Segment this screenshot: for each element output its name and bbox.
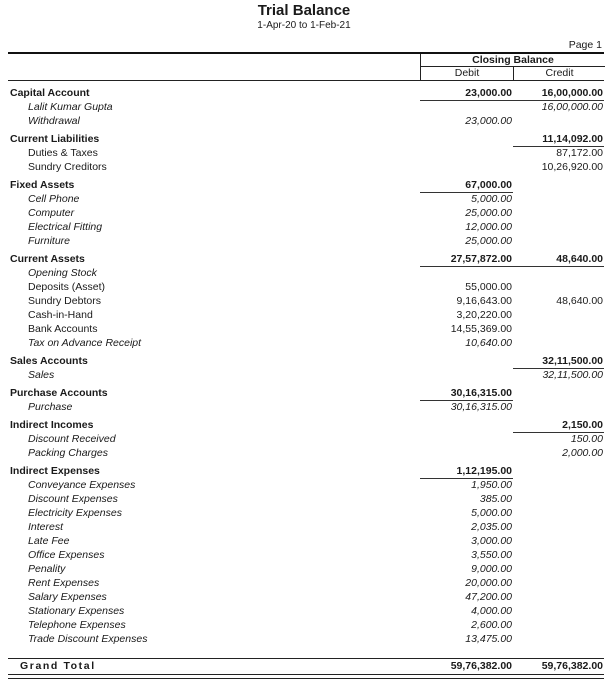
group-header-row[interactable]	[0, 418, 608, 432]
account-group	[0, 464, 608, 646]
ledger-name: Electrical Fitting	[28, 221, 103, 233]
ledger-debit: 9,000.00	[471, 563, 512, 575]
account-group	[0, 252, 608, 350]
ledger-debit: 12,000.00	[465, 221, 512, 233]
ledger-name: Tax on Advance Receipt	[28, 337, 142, 349]
trial-balance-body	[0, 86, 608, 650]
ledger-name: Sales	[28, 369, 55, 381]
ledger-debit: 3,000.00	[471, 535, 512, 547]
group-header-row[interactable]	[0, 252, 608, 266]
ledger-row[interactable]	[0, 294, 608, 308]
ledger-row[interactable]	[0, 478, 608, 492]
ledger-name: Lalit Kumar Gupta	[28, 101, 113, 113]
ledger-row[interactable]	[0, 192, 608, 206]
group-name: Capital Account	[10, 87, 90, 99]
ledger-name: Rent Expenses	[28, 577, 100, 589]
group-name: Current Assets	[10, 253, 85, 265]
group-debit-total: 27,57,872.00	[450, 253, 512, 265]
ledger-row[interactable]	[0, 114, 608, 128]
ledger-debit: 1,950.00	[471, 479, 512, 491]
ledger-credit: 10,26,920.00	[541, 161, 603, 173]
ledger-name: Discount Expenses	[28, 493, 118, 505]
ledger-name: Cell Phone	[28, 193, 80, 205]
group-header-row[interactable]	[0, 132, 608, 146]
ledger-name: Telephone Expenses	[28, 619, 126, 631]
ledger-row[interactable]	[0, 576, 608, 590]
ledger-name: Furniture	[28, 235, 71, 247]
ledger-debit: 3,20,220.00	[456, 309, 512, 321]
group-credit-total: 11,14,092.00	[542, 133, 603, 145]
ledger-name: Computer	[28, 207, 75, 219]
ledger-name: Late Fee	[28, 535, 70, 547]
page-number: Page 1	[568, 39, 602, 51]
ledger-row[interactable]	[0, 534, 608, 548]
ledger-row[interactable]	[0, 632, 608, 646]
ledger-name: Salary Expenses	[28, 591, 107, 603]
ledger-debit: 13,475.00	[465, 633, 512, 645]
group-header-row[interactable]	[0, 178, 608, 192]
ledger-row[interactable]	[0, 604, 608, 618]
ledger-credit: 87,172.00	[556, 147, 603, 159]
ledger-credit: 2,000.00	[562, 447, 603, 459]
ledger-row[interactable]	[0, 234, 608, 248]
ledger-debit: 55,000.00	[465, 281, 512, 293]
ledger-name: Interest	[28, 521, 64, 533]
ledger-row[interactable]	[0, 548, 608, 562]
closing-balance-header: Closing Balance	[421, 54, 605, 67]
ledger-name: Discount Received	[28, 433, 116, 445]
ledger-debit: 2,600.00	[471, 619, 512, 631]
ledger-name: Cash-in-Hand	[28, 309, 93, 321]
ledger-debit: 9,16,643.00	[456, 295, 512, 307]
ledger-debit: 4,000.00	[471, 605, 512, 617]
group-header-row[interactable]	[0, 464, 608, 478]
report-title: Trial Balance	[257, 2, 351, 19]
group-debit-total: 30,16,315.00	[450, 387, 512, 399]
ledger-row[interactable]	[0, 266, 608, 280]
grand-total-double-rule	[8, 674, 604, 679]
grand-total-credit: 59,76,382.00	[541, 660, 603, 672]
ledger-debit: 3,550.00	[471, 549, 512, 561]
ledger-row[interactable]	[0, 506, 608, 520]
ledger-debit: 5,000.00	[471, 193, 512, 205]
group-name: Indirect Incomes	[10, 419, 94, 431]
group-name: Indirect Expenses	[10, 465, 100, 477]
group-credit-total: 32,11,500.00	[542, 355, 603, 367]
group-header-row[interactable]	[0, 354, 608, 368]
ledger-row[interactable]	[0, 492, 608, 506]
ledger-name: Penality	[28, 563, 66, 575]
credit-column-header: Credit	[545, 67, 574, 79]
account-group	[0, 354, 608, 382]
ledger-name: Bank Accounts	[28, 323, 98, 335]
ledger-name: Purchase	[28, 401, 73, 413]
ledger-name: Sundry Debtors	[28, 295, 101, 307]
ledger-name: Electricity Expenses	[28, 507, 122, 519]
grand-total-debit: 59,76,382.00	[450, 660, 512, 672]
group-name: Purchase Accounts	[10, 387, 108, 399]
ledger-row[interactable]	[0, 146, 608, 160]
ledger-credit: 48,640.00	[556, 295, 603, 307]
account-group	[0, 178, 608, 248]
ledger-credit: 150.00	[570, 433, 603, 445]
ledger-row[interactable]	[0, 308, 608, 322]
group-credit-total: 48,640.00	[556, 253, 603, 265]
account-group	[0, 386, 608, 414]
grand-total-row	[8, 658, 604, 675]
ledger-row[interactable]	[0, 368, 608, 382]
ledger-credit: 32,11,500.00	[542, 369, 603, 381]
ledger-row[interactable]	[0, 280, 608, 294]
ledger-row[interactable]	[0, 432, 608, 446]
ledger-name: Packing Charges	[28, 447, 108, 459]
ledger-name: Stationary Expenses	[28, 605, 125, 617]
ledger-name: Trade Discount Expenses	[28, 633, 148, 645]
ledger-debit: 14,55,369.00	[450, 323, 512, 335]
group-debit-total: 67,000.00	[465, 179, 512, 191]
ledger-debit: 30,16,315.00	[450, 401, 512, 413]
ledger-credit: 16,00,000.00	[541, 101, 603, 113]
group-debit-total: 1,12,195.00	[456, 465, 512, 477]
ledger-name: Withdrawal	[28, 115, 80, 127]
group-credit-total: 2,150.00	[562, 419, 603, 431]
header-bottom-rule	[8, 80, 604, 81]
ledger-debit: 25,000.00	[465, 235, 512, 247]
debit-column-header: Debit	[421, 67, 514, 80]
ledger-debit: 5,000.00	[471, 507, 512, 519]
ledger-row[interactable]	[0, 220, 608, 234]
ledger-row[interactable]	[0, 206, 608, 220]
ledger-row[interactable]	[0, 400, 608, 414]
account-group	[0, 132, 608, 174]
group-debit-total: 23,000.00	[465, 87, 512, 99]
ledger-name: Office Expenses	[28, 549, 105, 561]
ledger-row[interactable]	[0, 520, 608, 534]
ledger-debit: 385.00	[479, 493, 512, 505]
ledger-row[interactable]	[0, 562, 608, 576]
ledger-name: Deposits (Asset)	[28, 281, 106, 293]
ledger-debit: 10,640.00	[465, 337, 512, 349]
ledger-row[interactable]	[0, 322, 608, 336]
account-group	[0, 86, 608, 128]
ledger-name: Sundry Creditors	[28, 161, 107, 173]
ledger-debit: 47,200.00	[465, 591, 512, 603]
ledger-debit: 25,000.00	[465, 207, 512, 219]
account-group	[0, 418, 608, 460]
group-name: Current Liabilities	[10, 133, 100, 145]
ledger-debit: 2,035.00	[471, 521, 512, 533]
group-name: Fixed Assets	[10, 179, 75, 191]
ledger-debit: 23,000.00	[465, 115, 512, 127]
ledger-row[interactable]	[0, 446, 608, 460]
group-name: Sales Accounts	[10, 355, 88, 367]
ledger-name: Duties & Taxes	[28, 147, 98, 159]
ledger-row[interactable]	[0, 336, 608, 350]
ledger-name: Conveyance Expenses	[28, 479, 136, 491]
grand-total-label: Grand Total	[20, 660, 96, 672]
column-header-box	[420, 54, 605, 80]
ledger-row[interactable]	[0, 100, 608, 114]
report-period: 1-Apr-20 to 1-Feb-21	[257, 20, 351, 31]
ledger-row[interactable]	[0, 618, 608, 632]
ledger-name: Opening Stock	[28, 267, 97, 279]
group-credit-total: 16,00,000.00	[541, 87, 603, 99]
ledger-debit: 20,000.00	[465, 577, 512, 589]
ledger-row[interactable]	[0, 160, 608, 174]
group-header-row[interactable]	[0, 86, 608, 100]
group-header-row[interactable]	[0, 386, 608, 400]
ledger-row[interactable]	[0, 590, 608, 604]
